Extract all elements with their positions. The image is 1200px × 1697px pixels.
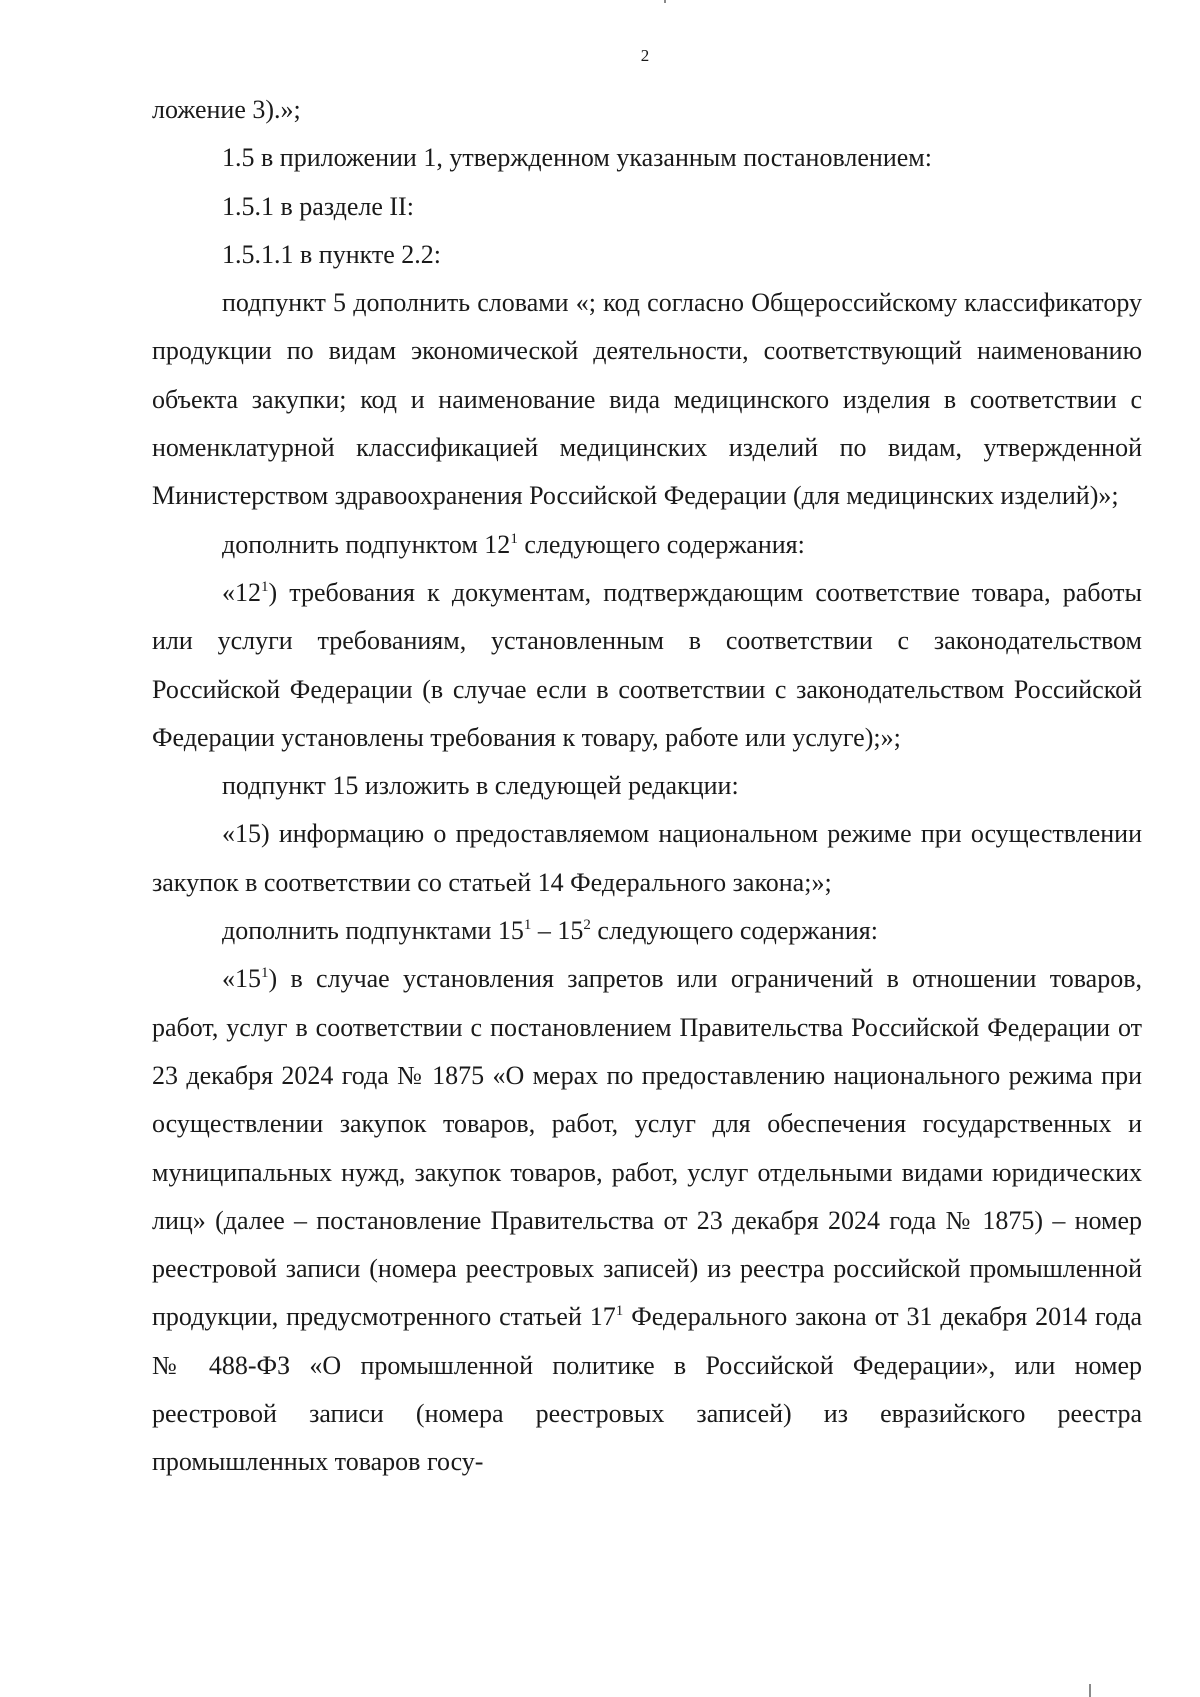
paragraph-subitem-15-text: «15) информацию о предоставляемом национальном режиме при осуществлении закупок в соответствии со статьей 14 Федерального закона;»; bbox=[152, 819, 1142, 897]
superscript: 1 bbox=[523, 917, 532, 934]
text-run: Федерального закона от 31 декабря 2014 года № 488-ФЗ «О промышленной политике в Российской Федерации», или номер реестровой записи (номера реестровых записей) из евразийского реестра промышленных товаров госу- bbox=[152, 1302, 1143, 1477]
text-run: дополнить подпунктами 15 bbox=[222, 916, 524, 946]
text-run: ) в случае установления запретов или ограничений в отношении товаров, работ, услуг в соответствии с постановлением Правительства Российской Федерации от 23 декабря 2024 года № 1875 «О мерах по предоставлению национального режима при осуществлении закупок товаров, работ, услуг для обеспечения государственных и муниципальных нужд, закупок товаров, работ, услуг отдельными видами юридических лиц» (далее – постановление Правительства от 23 декабря 2024 года № 1875) – номер реестровой записи (номера реестровых записей) из реестра российской промышленной продукции, предусмотренного статьей 17 bbox=[152, 964, 1142, 1332]
superscript: 1 bbox=[261, 578, 269, 595]
paragraph-item-1-5-1: 1.5.1 в разделе II: bbox=[222, 191, 414, 221]
text-run: следующего содержания: bbox=[590, 916, 878, 946]
scan-artifact-dot bbox=[664, 0, 666, 3]
scan-artifact-mark bbox=[1089, 1684, 1091, 1697]
text-run: «15 bbox=[222, 964, 261, 994]
paragraph-item-1-5-1-1: 1.5.1.1 в пункте 2.2: bbox=[222, 239, 442, 269]
paragraph-subitem-15-restate: подпункт 15 изложить в следующей редакции: bbox=[222, 771, 739, 801]
paragraph-item-1-5: 1.5 в приложении 1, утвержденном указанным постановлением: bbox=[222, 143, 932, 173]
superscript: 1 bbox=[510, 530, 518, 547]
paragraph-subitem-12-1-text bbox=[152, 569, 1142, 762]
page-number: 2 bbox=[640, 46, 650, 65]
paragraph-subitem-15-1-text bbox=[152, 955, 1142, 1486]
superscript: 1 bbox=[615, 1303, 624, 1320]
text-run: следующего содержания: bbox=[517, 529, 805, 559]
superscript: 1 bbox=[261, 965, 269, 982]
text-run: ) требования к документам, подтверждающим соответствие товара, работы или услуги требованиям, установленным в соответствии с законодательством Российской Федерации (в случае если в соответствии с законодательством Российской Федерации установлены требования к товару, работе или услуге);»; bbox=[152, 577, 1142, 752]
text-run: – 15 bbox=[531, 916, 584, 946]
paragraph-subitem-5-amendment: подпункт 5 дополнить словами «; код согласно Общероссийскому классификатору продукции по видам экономической деятельности, соответствующий наименованию объекта закупки; код и наименование вида медицинского изделия в соответствии с номенклатурной классификацией медицинских изделий по видам, утвержденной Министерством здравоохранения Российской Федерации (для медицинских изделий)»; bbox=[152, 288, 1142, 511]
paragraph-continuation: ложение 3).»; bbox=[152, 95, 301, 124]
paragraph-add-subitems-15-1-15-2 bbox=[152, 907, 1142, 955]
text-run: «12 bbox=[222, 577, 261, 607]
superscript: 2 bbox=[583, 917, 591, 934]
document-body bbox=[152, 86, 1142, 1487]
paragraph-add-subitem-12-1 bbox=[152, 521, 1142, 569]
text-run: дополнить подпунктом 12 bbox=[222, 529, 511, 559]
